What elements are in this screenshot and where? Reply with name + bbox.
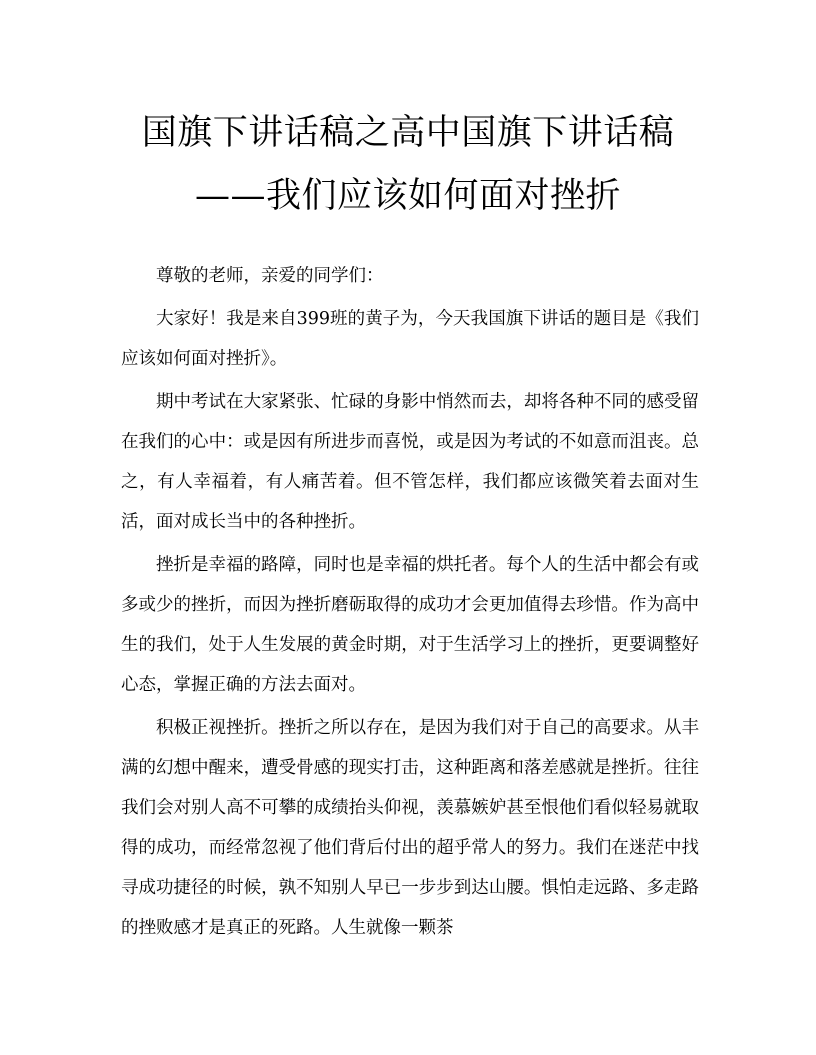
title-line-1: 国旗下讲话稿之高中国旗下讲话稿 [141, 113, 675, 153]
paragraph-face-setback: 积极正视挫折。挫折之所以存在，是因为我们对于自己的高要求。从丰满的幻想中醒来，遭受骨感的现实打击，这种距离和落差感就是挫折。往往我们会对别人高不可攀的成绩抬头仰视，羡慕嫉妒甚至恨他们看似轻易就取得的成功，而经常忽视了他们背后付出的超乎常人的努力。我们在迷茫中找寻成功捷径的时候，孰不知别人早已一步步到达山腰。惧怕走远路、多走路的挫败感才是真正的死路。人生就像一颗茶 [121, 718, 699, 938]
paragraph-intro: 大家好！我是来自399班的黄子为，今天我国旗下讲话的题目是《我们应该如何面对挫折》。 [121, 309, 699, 369]
paragraph-setback: 挫折是幸福的路障，同时也是幸福的烘托者。每个人的生活中都会有或多或少的挫折，而因为挫折磨砺取得的成功才会更加值得去珍惜。作为高中生的我们，处于人生发展的黄金时期，对于生活学习上的挫折，更要调整好心态，掌握正确的方法去面对。 [121, 555, 699, 695]
paragraph-salutation: 尊敬的老师，亲爱的同学们： [156, 266, 384, 286]
document-body [121, 256, 699, 951]
paragraph-exam: 期中考试在大家紧张、忙碌的身影中悄然而去，却将各种不同的感受留在我们的心中：或是因有所进步而喜悦，或是因为考试的不如意而沮丧。总之，有人幸福着，有人痛苦着。但不管怎样，我们都应该微笑着去面对生活，面对成长当中的各种挫折。 [121, 392, 699, 532]
title-line-2: ——我们应该如何面对挫折 [194, 176, 621, 216]
